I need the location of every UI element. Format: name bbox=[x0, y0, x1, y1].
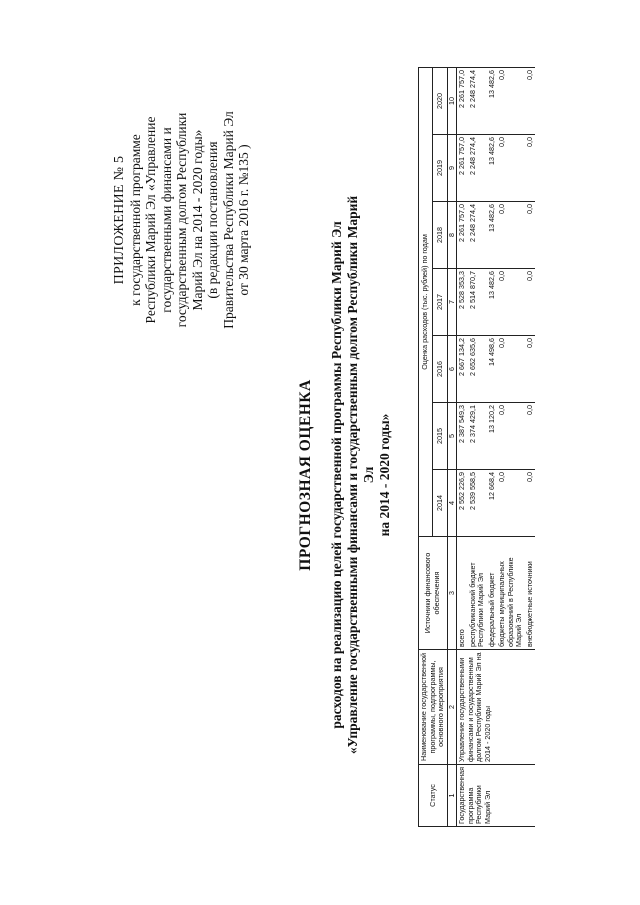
value-cell: 2 528 353,3 bbox=[457, 269, 468, 336]
column-number: 8 bbox=[447, 202, 457, 269]
value-cell: 0,0 bbox=[525, 336, 536, 403]
header-year: 2017 bbox=[433, 269, 447, 336]
header-year: 2019 bbox=[433, 135, 447, 202]
value-cell: 2 652 635,6 bbox=[468, 336, 487, 403]
appendix-line: Марий Эл на 2014 - 2020 годы» bbox=[189, 129, 205, 311]
value-cell: 13 482,6 bbox=[487, 68, 498, 135]
appendix-block bbox=[112, 55, 252, 385]
header-year: 2020 bbox=[433, 68, 447, 135]
column-number: 1 bbox=[447, 765, 457, 827]
value-cell: 0,0 bbox=[525, 403, 536, 470]
title-main: ПРОГНОЗНАЯ ОЦЕНКА bbox=[297, 379, 314, 571]
value-cell: 0,0 bbox=[497, 269, 525, 336]
value-cell: 13 482,6 bbox=[487, 202, 498, 269]
value-cell: 2 539 558,5 bbox=[468, 470, 487, 537]
value-cell: 2 248 274,4 bbox=[468, 135, 487, 202]
value-cell: 2 374 429,1 bbox=[468, 403, 487, 470]
value-cell: 0,0 bbox=[525, 470, 536, 537]
column-number: 2 bbox=[447, 650, 457, 765]
value-cell: 2 248 274,4 bbox=[468, 202, 487, 269]
header-name: Наименование государственной программы, подпрограммы, основного мероприятия bbox=[419, 650, 448, 765]
header-year: 2016 bbox=[433, 336, 447, 403]
value-cell: 2 261 757,0 bbox=[457, 135, 468, 202]
source-cell: бюджеты муниципальных образований в Республике Марий Эл bbox=[497, 537, 525, 650]
value-cell: 0,0 bbox=[497, 470, 525, 537]
value-cell: 2 667 134,2 bbox=[457, 336, 468, 403]
column-number: 5 bbox=[447, 403, 457, 470]
column-number: 9 bbox=[447, 135, 457, 202]
appendix-line: Республики Марий Эл «Управление bbox=[143, 116, 158, 324]
appendix-line: государственными финансами и bbox=[158, 127, 174, 313]
appendix-heading: ПРИЛОЖЕНИЕ № 5 bbox=[112, 155, 127, 285]
column-number: 7 bbox=[447, 269, 457, 336]
appendix-line: от 30 марта 2016 г. №135 ) bbox=[236, 144, 251, 296]
value-cell: 2 248 274,4 bbox=[468, 68, 487, 135]
value-cell: 0,0 bbox=[497, 336, 525, 403]
table-row bbox=[457, 68, 468, 827]
column-number: 6 bbox=[447, 336, 457, 403]
column-number: 3 bbox=[447, 537, 457, 650]
value-cell: 2 387 549,3 bbox=[457, 403, 468, 470]
document-title bbox=[297, 195, 393, 755]
value-cell: 0,0 bbox=[525, 135, 536, 202]
appendix-line: (в редакции постановления bbox=[205, 141, 220, 299]
program-name-cell: Управление государственными финансами и государственным долгом Республики Марий Эл на 2014 - 2020 годы bbox=[457, 650, 536, 765]
title-line: «Управление государственными финансами и государственным долгом Республики Марий Эл bbox=[345, 195, 376, 755]
header-year: 2018 bbox=[433, 202, 447, 269]
header-year: 2014 bbox=[433, 470, 447, 537]
value-cell: 12 668,4 bbox=[487, 470, 498, 537]
value-cell: 0,0 bbox=[525, 68, 536, 135]
value-cell: 2 514 870,7 bbox=[468, 269, 487, 336]
source-cell: федеральный бюджет bbox=[487, 537, 498, 650]
value-cell: 2 261 757,0 bbox=[457, 68, 468, 135]
value-cell: 13 120,2 bbox=[487, 403, 498, 470]
column-number: 10 bbox=[447, 68, 457, 135]
value-cell: 0,0 bbox=[525, 202, 536, 269]
value-cell: 2 552 226,9 bbox=[457, 470, 468, 537]
header-source: Источники финансового обеспечения bbox=[419, 537, 448, 650]
header-estimate: Оценка расходов (тыс. рублей) по годам bbox=[419, 68, 433, 537]
source-cell: всего bbox=[457, 537, 468, 650]
expenditure-table bbox=[418, 67, 535, 827]
value-cell: 13 482,6 bbox=[487, 269, 498, 336]
column-number: 4 bbox=[447, 470, 457, 537]
header-status: Статус bbox=[419, 765, 448, 827]
status-cell: Государственная программа Республики Марий Эл bbox=[457, 765, 536, 827]
header-year: 2015 bbox=[433, 403, 447, 470]
value-cell: 0,0 bbox=[497, 135, 525, 202]
source-cell: внебюджетные источники bbox=[525, 537, 536, 650]
appendix-line: Правительства Республики Марий Эл bbox=[220, 111, 236, 329]
value-cell: 0,0 bbox=[497, 68, 525, 135]
value-cell: 0,0 bbox=[525, 269, 536, 336]
value-cell: 14 498,6 bbox=[487, 336, 498, 403]
value-cell: 2 261 757,0 bbox=[457, 202, 468, 269]
value-cell: 0,0 bbox=[497, 202, 525, 269]
appendix-line: государственным долгом Республики bbox=[174, 112, 189, 328]
value-cell: 0,0 bbox=[497, 403, 525, 470]
source-cell: республиканский бюджет Республики Марий Эл bbox=[468, 537, 487, 650]
appendix-line: к государственной программе bbox=[127, 134, 143, 306]
title-line: на 2014 - 2020 годы» bbox=[377, 413, 392, 537]
title-line: расходов на реализацию целей государственной программы Республики Марий Эл bbox=[329, 221, 344, 729]
value-cell: 13 482,6 bbox=[487, 135, 498, 202]
